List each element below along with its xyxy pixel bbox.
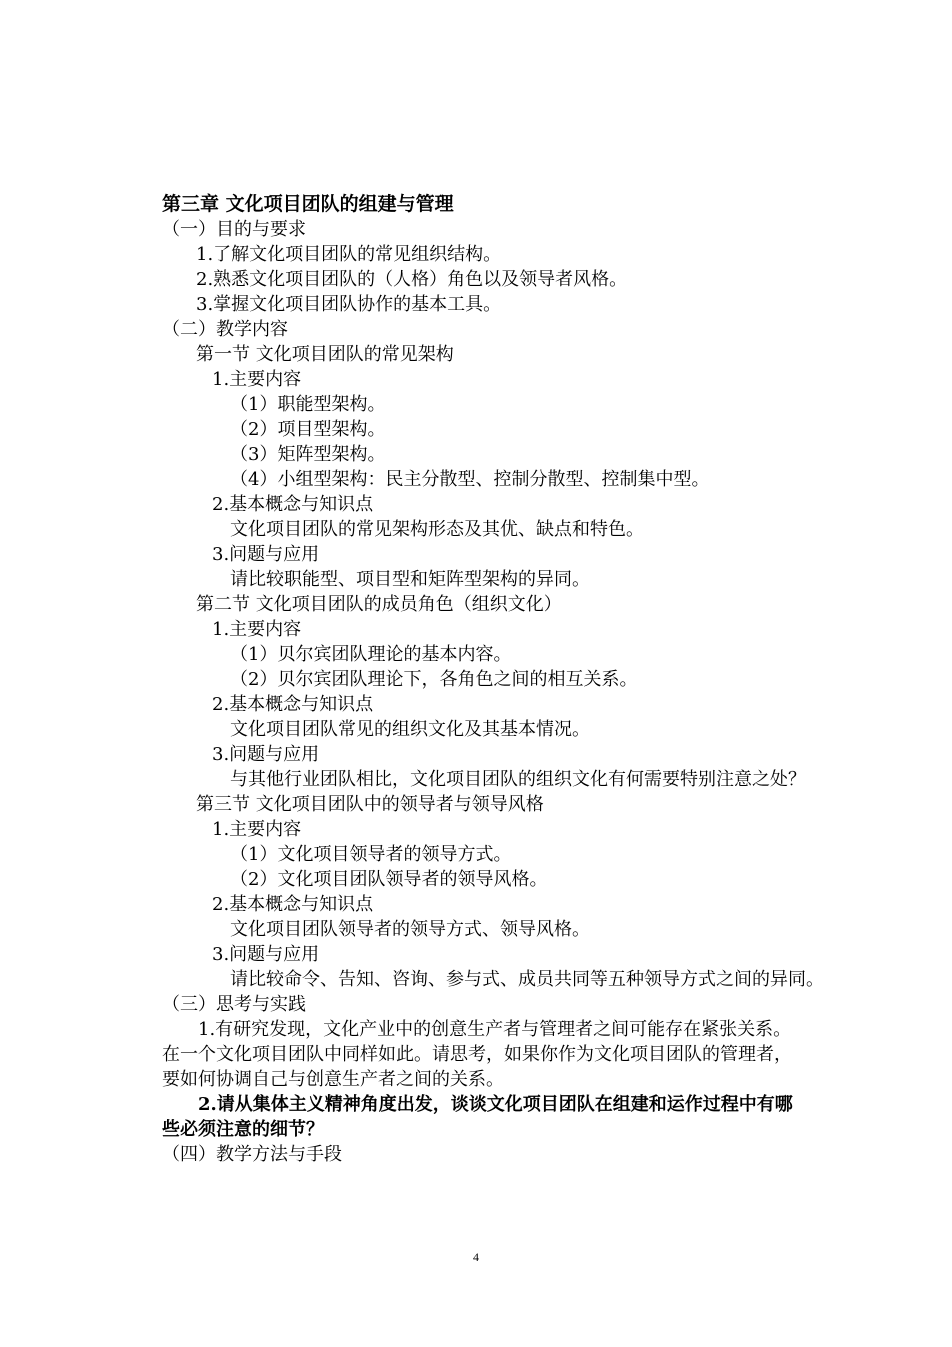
goal-item: 3.掌握文化项目团队协作的基本工具。	[196, 294, 502, 315]
qa-text: 与其他行业团队相比，文化项目团队的组织文化有何需要特别注意之处？	[230, 769, 806, 790]
main-content-label: 1.主要内容	[212, 619, 302, 640]
question-1-line: 在一个文化项目团队中同样如此。请思考，如果你作为文化项目团队的管理者，	[162, 1044, 792, 1065]
goal-item: 1.了解文化项目团队的常见组织结构。	[196, 244, 502, 265]
concept-text: 文化项目团队常见的组织文化及其基本情况。	[230, 719, 590, 740]
list-item: （3）矩阵型架构。	[230, 444, 386, 465]
qa-text: 请比较命令、告知、咨询、参与式、成员共同等五种领导方式之间的异同。	[230, 969, 824, 990]
concept-text: 文化项目团队领导者的领导方式、领导风格。	[230, 919, 590, 940]
qa-label: 3.问题与应用	[212, 544, 320, 565]
qa-label: 3.问题与应用	[212, 944, 320, 965]
qa-label: 3.问题与应用	[212, 744, 320, 765]
list-item: （2）项目型架构。	[230, 419, 386, 440]
list-item: （1）贝尔宾团队理论的基本内容。	[230, 644, 512, 665]
question-2-line: 2.请从集体主义精神角度出发，谈谈文化项目团队在组建和运作过程中有哪	[198, 1094, 793, 1115]
page-number: 4	[473, 1250, 479, 1264]
question-1-line: 要如何协调自己与创意生产者之间的关系。	[162, 1069, 504, 1090]
section-heading-methods: （四）教学方法与手段	[162, 1144, 342, 1165]
list-item: （2）贝尔宾团队理论下，各角色之间的相互关系。	[230, 669, 638, 690]
list-item: （1）职能型架构。	[230, 394, 386, 415]
main-content-label: 1.主要内容	[212, 819, 302, 840]
concept-label: 2.基本概念与知识点	[212, 494, 374, 515]
subsection-title: 第二节 文化项目团队的成员角色（组织文化）	[196, 594, 562, 615]
list-item: （4）小组型架构：民主分散型、控制分散型、控制集中型。	[230, 469, 710, 490]
concept-label: 2.基本概念与知识点	[212, 894, 374, 915]
qa-text: 请比较职能型、项目型和矩阵型架构的异同。	[230, 569, 590, 590]
concept-label: 2.基本概念与知识点	[212, 694, 374, 715]
goal-item: 2.熟悉文化项目团队的（人格）角色以及领导者风格。	[196, 269, 628, 290]
subsection-title: 第一节 文化项目团队的常见架构	[196, 344, 454, 365]
question-2-line: 些必须注意的细节？	[162, 1119, 324, 1140]
list-item: （1）文化项目领导者的领导方式。	[230, 844, 512, 865]
concept-text: 文化项目团队的常见架构形态及其优、缺点和特色。	[230, 519, 644, 540]
section-heading-goals: （一）目的与要求	[162, 219, 306, 240]
question-1-line: 1.有研究发现，文化产业中的创意生产者与管理者之间可能存在紧张关系。	[198, 1019, 792, 1040]
main-content-label: 1.主要内容	[212, 369, 302, 390]
section-heading-practice: （三）思考与实践	[162, 994, 306, 1015]
subsection-title: 第三节 文化项目团队中的领导者与领导风格	[196, 794, 544, 815]
chapter-title: 第三章 文化项目团队的组建与管理	[162, 193, 454, 215]
section-heading-content: （二）教学内容	[162, 319, 288, 340]
list-item: （2）文化项目团队领导者的领导风格。	[230, 869, 548, 890]
